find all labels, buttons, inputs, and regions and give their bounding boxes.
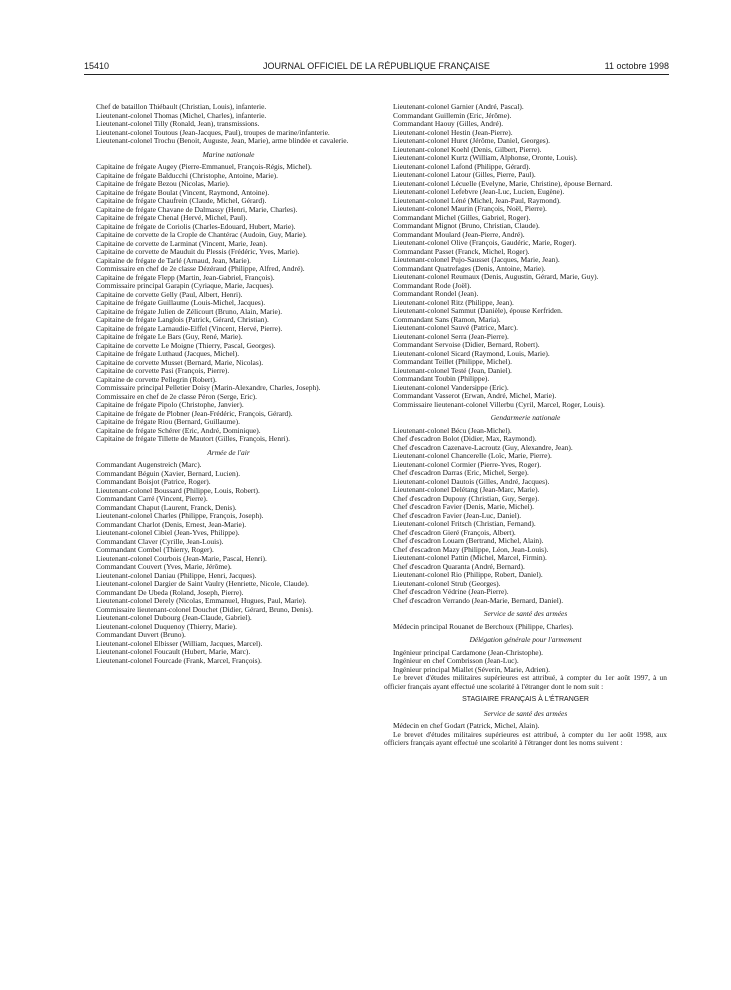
entry-paragraph: Capitaine de frégate Tillette de Mautort (Gilles, François, Henri). (96, 434, 290, 443)
entry-paragraph: Lieutenant-colonel Lafond (Philippe, Gérard). (393, 161, 531, 171)
journal-title: JOURNAL OFFICIEL DE LA RÉPUBLIQUE FRANÇAISE (263, 61, 490, 71)
entry-paragraph: Capitaine de frégate Bezou (Nicolas, Marie). (96, 179, 230, 188)
section-heading: Marine nationale (202, 149, 255, 159)
section-heading: Service de santé des armées (483, 609, 568, 618)
entry-paragraph: Commandant Combel (Thierry, Roger). (96, 545, 214, 554)
entry-paragraph: Ingénieur en chef Combrisson (Jean-Luc). (393, 656, 519, 665)
entry-paragraph: Ingénieur principal Cardamone (Jean-Christophe). (393, 647, 543, 657)
entry-paragraph: Commandant Duvert (Bruno). (96, 630, 186, 639)
entry-paragraph: Lieutenant-colonel Sicard (Raymond, Louis, Marie). (393, 348, 550, 358)
entry-paragraph: Lieutenant-colonel Charles (Philippe, François, Joseph). (96, 511, 264, 520)
left-column (87, 103, 370, 665)
entry-paragraph: Commandant Servoise (Didier, Bernard, Robert). (393, 340, 540, 349)
section-heading: STAGIAIRE FRANÇAIS À L'ÉTRANGER (462, 696, 589, 703)
entry-paragraph: Chef d'escadron Verrando (Jean-Marie, Bernard, Daniel). (393, 595, 564, 605)
entry-paragraph: Commissaire lieutenant-colonel Villerbu (Cyril, Marcel, Roger, Louis). (393, 399, 605, 409)
entry-paragraph: Lieutenant-colonel Tilly (Ronald, Jean), transmissions. (96, 119, 260, 128)
right-column (384, 103, 667, 748)
entry-paragraph: Capitaine de frégate Langlois (Patrick, Gérard, Christian). (96, 315, 269, 324)
entry-paragraph: Capitaine de corvette Musset (Bernard, Marie, Nicolas). (96, 357, 264, 367)
entry-paragraph: Commandant Toubin (Philippe). (393, 374, 490, 383)
entry-paragraph: Capitaine de corvette de Larminat (Vincent, Marie, Jean). (96, 238, 268, 248)
entry-paragraph: Capitaine de frégate Chenal (Hervé, Michel, Paul). (96, 213, 248, 222)
entry-paragraph: Lieutenant-colonel Fritsch (Christian, Fernand). (393, 519, 536, 528)
entry-paragraph: Commandant Augenstreich (Marc). (96, 460, 202, 469)
entry-paragraph: Lieutenant-colonel Pujo-Sausset (Jacques, Marie, Jean). (393, 255, 560, 264)
entry-paragraph: Lieutenant-colonel Lécuelle (Evelyne, Marie, Christine), épouse Bernard. (393, 178, 613, 188)
section-heading: Service de santé des armées (483, 708, 568, 718)
entry-paragraph: Commandant De Ubeda (Roland, Joseph, Pierre). (96, 587, 244, 597)
entry-paragraph: Chef d'escadron Cazenave-Lacroutz (Guy, Alexandre, Jean). (393, 442, 573, 452)
entry-paragraph: Lieutenant-colonel Ritz (Philippe, Jean). (393, 297, 514, 307)
entry-paragraph: Commandant Teillet (Philippe, Michel). (393, 357, 512, 366)
entry-paragraph: Capitaine de corvette de la Crople de Chantérac (Audoin, Guy, Marie). (96, 230, 307, 239)
entry-paragraph: Lieutenant-colonel Maurin (François, Noël, Pierre). (393, 204, 547, 213)
entry-paragraph: Lieutenant-colonel Boussard (Philippe, Louis, Robert). (96, 485, 260, 495)
entry-paragraph: Commandant Sans (Ramon, Maria). (393, 314, 501, 324)
page-header (84, 61, 669, 73)
entry-paragraph: Le brevet d'études militaires supérieures est attribué, à compter du 1er août 1998, aux officiers français ayant effectué une scolarité à l'étranger dont les noms suivent : (384, 729, 667, 747)
entry-paragraph: Lieutenant-colonel Testé (Jean, Daniel). (393, 365, 512, 375)
entry-paragraph: Chef d'escadron Louarn (Bertrand, Michel, Alain). (393, 536, 544, 545)
entry-paragraph: Lieutenant-colonel Toutous (Jean-Jacques, Paul), troupes de marine/infanterie. (96, 127, 330, 137)
entry-paragraph: Lieutenant-colonel Sauvé (Patrice, Marc). (393, 323, 518, 332)
entry-paragraph: Capitaine de frégate Luthaud (Jacques, Michel). (96, 349, 240, 358)
entry-paragraph: Commissaire principal Pelletier Doisy (Marin-Alexandre, Charles, Joseph). (96, 383, 321, 392)
entry-paragraph: Commissaire en chef de 2e classe Dézéraud (Philippe, Alfred, André). (96, 264, 305, 273)
entry-paragraph: Capitaine de corvette Le Moigne (Thierry, Pascal, Georges). (96, 340, 276, 350)
entry-paragraph: Commandant Michel (Gilles, Gabriel, Roger). (393, 212, 531, 222)
entry-paragraph: Le brevet d'études militaires supérieures est attribué, à compter du 1er août 1997, à un officier français ayant effectué une scolarité à l'étranger dont le nom suit : (384, 673, 667, 691)
entry-paragraph: Lieutenant-colonel Olive (François, Gaudéric, Marie, Roger). (393, 238, 577, 247)
entry-paragraph: Commandant Couvert (Yves, Marie, Jérôme). (96, 562, 232, 571)
entry-paragraph: Capitaine de frégate Guillaume (Louis-Michel, Jacques). (96, 298, 266, 307)
entry-paragraph: Commandant Vasserot (Erwan, André, Michel, Marie). (393, 391, 557, 400)
entry-paragraph: Chef d'escadron Favier (Jean-Luc, Daniel). (393, 510, 522, 520)
entry-paragraph: Commandant Charlot (Denis, Ernest, Jean-Marie). (96, 519, 247, 529)
entry-paragraph: Capitaine de frégate Chaufrein (Claude, Michel, Gérard). (96, 196, 267, 205)
entry-paragraph: Lieutenant-colonel Derely (Nicolas, Emmanuel, Hugues, Paul, Marie). (96, 596, 307, 605)
entry-paragraph: Capitaine de frégate Pipolo (Christophe, Janvier). (96, 400, 244, 409)
entry-paragraph: Lieutenant-colonel Lefebvre (Jean-Luc, Lucien, Eugène). (393, 187, 565, 196)
entry-paragraph: Commandant Moulard (Jean-Pierre, André). (393, 229, 525, 239)
section-heading: Gendarmerie nationale (490, 413, 561, 422)
entry-paragraph: Lieutenant-colonel Garnier (André, Pascal). (393, 102, 524, 111)
entry-paragraph: Lieutenant-colonel Trochu (Benoit, Auguste, Jean, Marie), arme blindée et cavalerie. (96, 136, 349, 145)
entry-paragraph: Lieutenant-colonel Koehl (Denis, Gilbert, Pierre). (393, 144, 542, 154)
entry-paragraph: Lieutenant-colonel Vandersippe (Eric). (393, 382, 509, 392)
entry-paragraph: Chef d'escadron Bolot (Didier, Max, Raymond). (393, 434, 537, 443)
entry-paragraph: Chef d'escadron Mazy (Philippe, Léon, Jean-Louis). (393, 544, 549, 554)
entry-paragraph: Commandant Haouy (Gilles, André). (393, 119, 504, 128)
entry-paragraph: Commandant Carré (Vincent, Pierre). (96, 494, 208, 503)
entry-paragraph: Capitaine de frégate de Plobner (Jean-Frédéric, François, Gérard). (96, 408, 293, 418)
entry-paragraph: Capitaine de corvette Pellegrin (Robert). (96, 374, 217, 384)
entry-paragraph: Lieutenant-colonel Huret (Jérôme, Daniel, Georges). (393, 136, 551, 145)
entry-paragraph: Lieutenant-colonel Fourcade (Frank, Marcel, François). (96, 655, 262, 665)
entry-paragraph: Capitaine de frégate Julien de Zélicourt (Bruno, Alain, Marie). (96, 306, 283, 316)
entry-paragraph: Lieutenant-colonel Cormier (Pierre-Yves, Roger). (393, 459, 542, 469)
entry-paragraph: Lieutenant-colonel Chancerelle (Loïc, Marie, Pierre). (393, 451, 552, 460)
entry-paragraph: Chef d'escadron Dupouy (Christian, Guy, Serge). (393, 493, 540, 503)
publication-date: 11 octobre 1998 (604, 61, 669, 71)
entry-paragraph: Lieutenant-colonel Serra (Jean-Pierre). (393, 331, 509, 341)
entry-paragraph: Capitaine de frégate Chavane de Dalmassy (Henri, Marie, Charles). (96, 204, 298, 214)
entry-paragraph: Lieutenant-colonel Pattin (Michel, Marcel, Firmin). (393, 553, 547, 562)
entry-paragraph: Capitaine de frégate de Coriolis (Charles-Edouard, Hubert, Marie). (96, 221, 296, 231)
entry-paragraph: Commandant Chaput (Laurent, Franck, Denis). (96, 502, 237, 512)
entry-paragraph: Commissaire principal Garapin (Cyriaque, Marie, Jacques). (96, 281, 274, 290)
entry-paragraph: Commandant Rondel (Jean). (393, 289, 479, 298)
entry-paragraph: Chef de bataillon Thiébault (Christian, Louis), infanterie. (96, 102, 267, 111)
entry-paragraph: Capitaine de frégate de Tarlé (Arnaud, Jean, Marie). (96, 255, 252, 265)
entry-paragraph: Commissaire en chef de 2e classe Péron (Serge, Eric). (96, 391, 257, 401)
entry-paragraph: Commandant Guillemin (Eric, Jérôme). (393, 110, 512, 120)
header-rule (84, 74, 669, 75)
entry-paragraph: Chef d'escadron Gieré (François, Albert). (393, 527, 516, 537)
entry-paragraph: Commandant Passet (Franck, Michel, Roger). (393, 246, 530, 256)
entry-paragraph: Capitaine de corvette de Mauduit du Plessis (Frédéric, Yves, Marie). (96, 247, 300, 256)
entry-paragraph: Commandant Béguin (Xavier, Bernard, Lucien). (96, 468, 241, 478)
page-number: 15410 (84, 61, 110, 71)
entry-paragraph: Chef d'escadron Darras (Eric, Michel, Serge). (393, 468, 529, 477)
entry-paragraph: Ingénieur principal Miallet (Séverin, Marie, Adrien). (393, 664, 550, 674)
entry-paragraph: Chef d'escadron Favier (Denis, Marie, Michel). (393, 502, 534, 511)
entry-paragraph: Capitaine de frégate Balducchi (Christophe, Antoine, Marie). (96, 170, 278, 180)
section-heading: Délégation générale pour l'armement (469, 635, 582, 644)
entry-paragraph: Lieutenant-colonel Foucault (Hubert, Marie, Marc). (96, 647, 251, 656)
entry-paragraph: Médecin principal Rouanet de Berchoux (Philippe, Charles). (393, 621, 574, 631)
entry-paragraph: Capitaine de corvette Pasi (François, Pierre). (96, 366, 230, 375)
entry-paragraph: Médecin en chef Godart (Patrick, Michel, Alain). (393, 721, 540, 730)
entry-paragraph: Capitaine de corvette Gelly (Paul, Albert, Henri). (96, 289, 243, 299)
entry-paragraph: Lieutenant-colonel Thomas (Michel, Charles), infanterie. (96, 110, 267, 120)
entry-paragraph: Capitaine de frégate Schérer (Eric, André, Dominique). (96, 425, 261, 435)
entry-paragraph: Lieutenant-colonel Daniau (Philippe, Henri, Jacques). (96, 570, 257, 580)
entry-paragraph: Commandant Claver (Cyrille, Jean-Louis). (96, 536, 224, 546)
entry-paragraph: Lieutenant-colonel Duquenoy (Thierry, Marie). (96, 621, 237, 631)
entry-paragraph: Lieutenant-colonel Dargier de Saint Vaulry (Henriette, Nicole, Claude). (96, 579, 309, 588)
entry-paragraph: Lieutenant-colonel Elbisser (William, Jacques, Marcel). (96, 638, 263, 648)
entry-paragraph: Lieutenant-colonel Dubourg (Jean-Claude, Gabriel). (96, 613, 252, 622)
entry-paragraph: Capitaine de frégate Riou (Bernard, Guillaume). (96, 417, 240, 426)
entry-paragraph: Lieutenant-colonel Cibiel (Jean-Yves, Philippe). (96, 528, 240, 537)
entry-paragraph: Commandant Boisjot (Patrice, Roger). (96, 477, 211, 486)
entry-paragraph: Lieutenant-colonel Sammut (Danièle), épouse Kerfriden. (393, 306, 563, 315)
entry-paragraph: Chef d'escadron Quaranta (André, Bernard). (393, 561, 525, 571)
entry-paragraph: Capitaine de frégate Boulat (Vincent, Raymond, Antoine). (96, 187, 270, 197)
entry-paragraph: Commandant Quatrefages (Denis, Antoine, Marie). (393, 263, 546, 273)
entry-paragraph: Lieutenant-colonel Delétang (Jean-Marc, Marie). (393, 485, 540, 494)
entry-paragraph: Lieutenant-colonel Courbois (Jean-Marie, Pascal, Henri). (96, 553, 267, 563)
entry-paragraph: Commandant Mignot (Bruno, Christian, Claude). (393, 221, 540, 230)
entry-paragraph: Capitaine de frégate Flepp (Martin, Jean-Gabriel, François). (96, 272, 275, 282)
entry-paragraph: Lieutenant-colonel Hestin (Jean-Pierre). (393, 127, 513, 137)
entry-paragraph: Lieutenant-colonel Rio (Philippe, Robert, Daniel). (393, 570, 543, 579)
entry-paragraph: Lieutenant-colonel Dautois (Gilles, André, Jacques). (393, 476, 550, 486)
entry-paragraph: Lieutenant-colonel Kurtz (William, Alphonse, Oronte, Louis). (393, 153, 578, 162)
entry-paragraph: Chef d'escadron Védrine (Jean-Pierre). (393, 587, 509, 596)
entry-paragraph: Commissaire lieutenant-colonel Douchet (Didier, Gérard, Bruno, Denis). (96, 604, 313, 614)
entry-paragraph: Commandant Rode (Joël). (393, 280, 472, 290)
entry-paragraph: Lieutenant-colonel Bécu (Jean-Michel). (393, 425, 512, 435)
entry-paragraph: Capitaine de frégate Augey (Pierre-Emmanuel, François-Régis, Michel). (96, 162, 312, 171)
entry-paragraph: Capitaine de frégate Larnaudie-Eiffel (Vincent, Hervé, Pierre). (96, 323, 283, 333)
entry-paragraph: Capitaine de frégate Le Bars (Guy, René, Marie). (96, 332, 243, 341)
entry-paragraph: Lieutenant-colonel Reumaux (Denis, Augustin, Gérard, Marie, Guy). (393, 272, 599, 281)
entry-paragraph: Lieutenant-colonel Strub (Georges). (393, 578, 501, 588)
section-heading: Armée de l'air (207, 447, 250, 457)
entry-paragraph: Lieutenant-colonel Léné (Michel, Jean-Paul, Raymond). (393, 195, 561, 205)
entry-paragraph: Lieutenant-colonel Latour (Gilles, Pierre, Paul). (393, 170, 536, 179)
